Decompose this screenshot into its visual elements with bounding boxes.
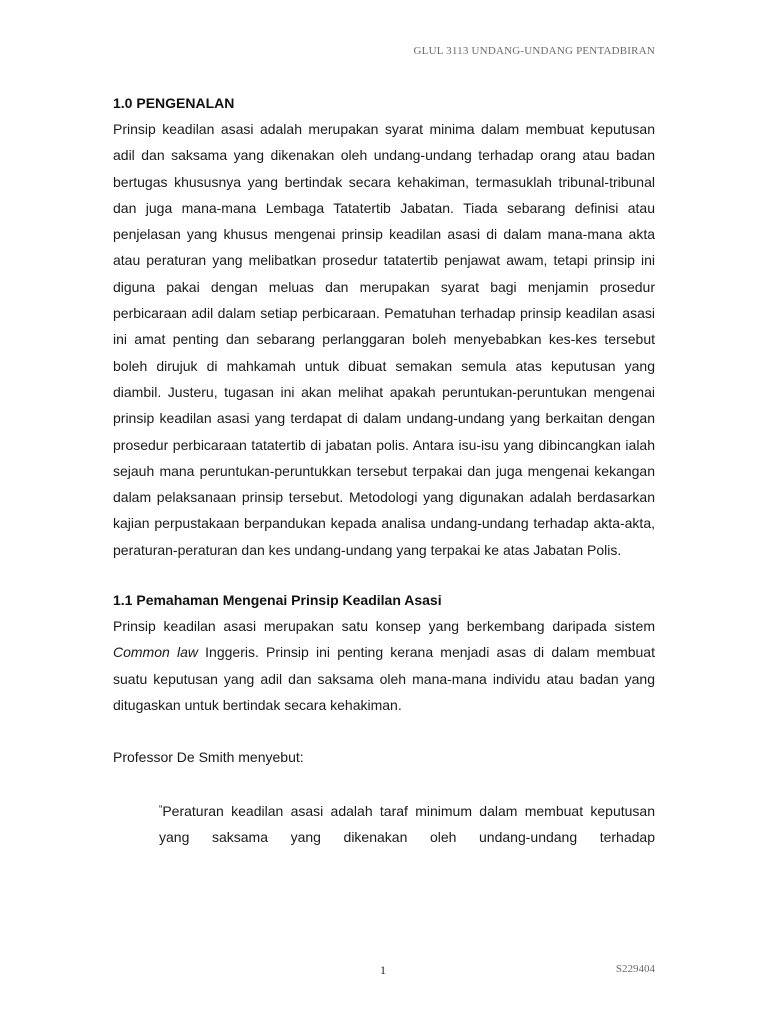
document-code: S229404	[615, 963, 655, 975]
page-footer	[113, 963, 655, 983]
citation-intro: Professor De Smith menyebut:	[113, 749, 304, 766]
block-quote	[159, 797, 655, 851]
opening-quote-mark: “	[159, 803, 163, 815]
intro-paragraph: Prinsip keadilan asasi adalah merupakan syarat minima dalam membuat keputusan adil dan saksama yang dikenakan oleh undang-undang terhadap orang atau badan bertugas khususnya yang bertindak secara kehakiman, termasuklah tribunal-tribunal dan juga mana-mana Lembaga Tatatertib Jabatan. Tiada sebarang definisi atau penjelasan yang khusus mengenai prinsip keadilan asasi di dalam mana-mana akta atau peraturan yang melibatkan prosedur tatatertib penjawat awam, tetapi prinsip ini diguna pakai dengan meluas dan merupakan syarat bagi menjamin prosedur perbicaraan adil dalam setiap perbicaraan. Pematuhan terhadap prinsip keadilan asasi ini amat penting dan sebarang perlanggaran boleh menyebabkan kes-kes tersebut boleh dirujuk di mahkamah untuk dibuat semakan semula atas keputusan yang diambil. Justeru, tugasan ini akan melihat apakah peruntukan-peruntukan mengenai prinsip keadilan asasi yang terdapat di dalam undang-undang yang berkaitan dengan prosedur perbicaraan tatatertib di jabatan polis. Antara isu-isu yang dibincangkan ialah sejauh mana peruntukan-peruntukkan tersebut terpakai dan juga mengenai kekangan dalam pelaksanaan prinsip tersebut. Metodologi yang digunakan adalah berdasarkan kajian perpustakaan berpandukan kepada analisa undang-undang terhadap akta-akta, peraturan-peraturan dan kes undang-undang yang terpakai ke atas Jabatan Polis.	[113, 121, 655, 558]
concept-text-end: Inggeris. Prinsip ini penting kerana menjadi asas di dalam membuat suatu keputusan yang adil dan saksama oleh mana-mana individu atau badan yang ditugaskan untuk bertindak secara kehakiman.	[113, 644, 655, 713]
document-body	[113, 90, 655, 850]
section-heading-pengenalan: 1.0 PENGENALAN	[113, 95, 235, 111]
concept-text-start: Prinsip keadilan asasi merupakan satu konsep yang berkembang daripada sistem	[113, 618, 655, 635]
running-header: GLUL 3113 UNDANG-UNDANG PENTADBIRAN	[413, 45, 655, 57]
section-spacer	[113, 563, 655, 587]
paragraph-spacer	[113, 771, 655, 797]
common-law-term: Common law	[113, 644, 198, 661]
paragraph-spacer	[113, 718, 655, 744]
quote-text: Peraturan keadilan asasi adalah taraf minimum dalam membuat keputusan yang saksama yang dikenakan oleh undang-undang terhadap	[159, 802, 655, 845]
section-heading-pemahaman: 1.1 Pemahaman Mengenai Prinsip Keadilan Asasi	[113, 592, 442, 609]
concept-paragraph	[113, 613, 655, 718]
page-number: 1	[380, 963, 386, 977]
